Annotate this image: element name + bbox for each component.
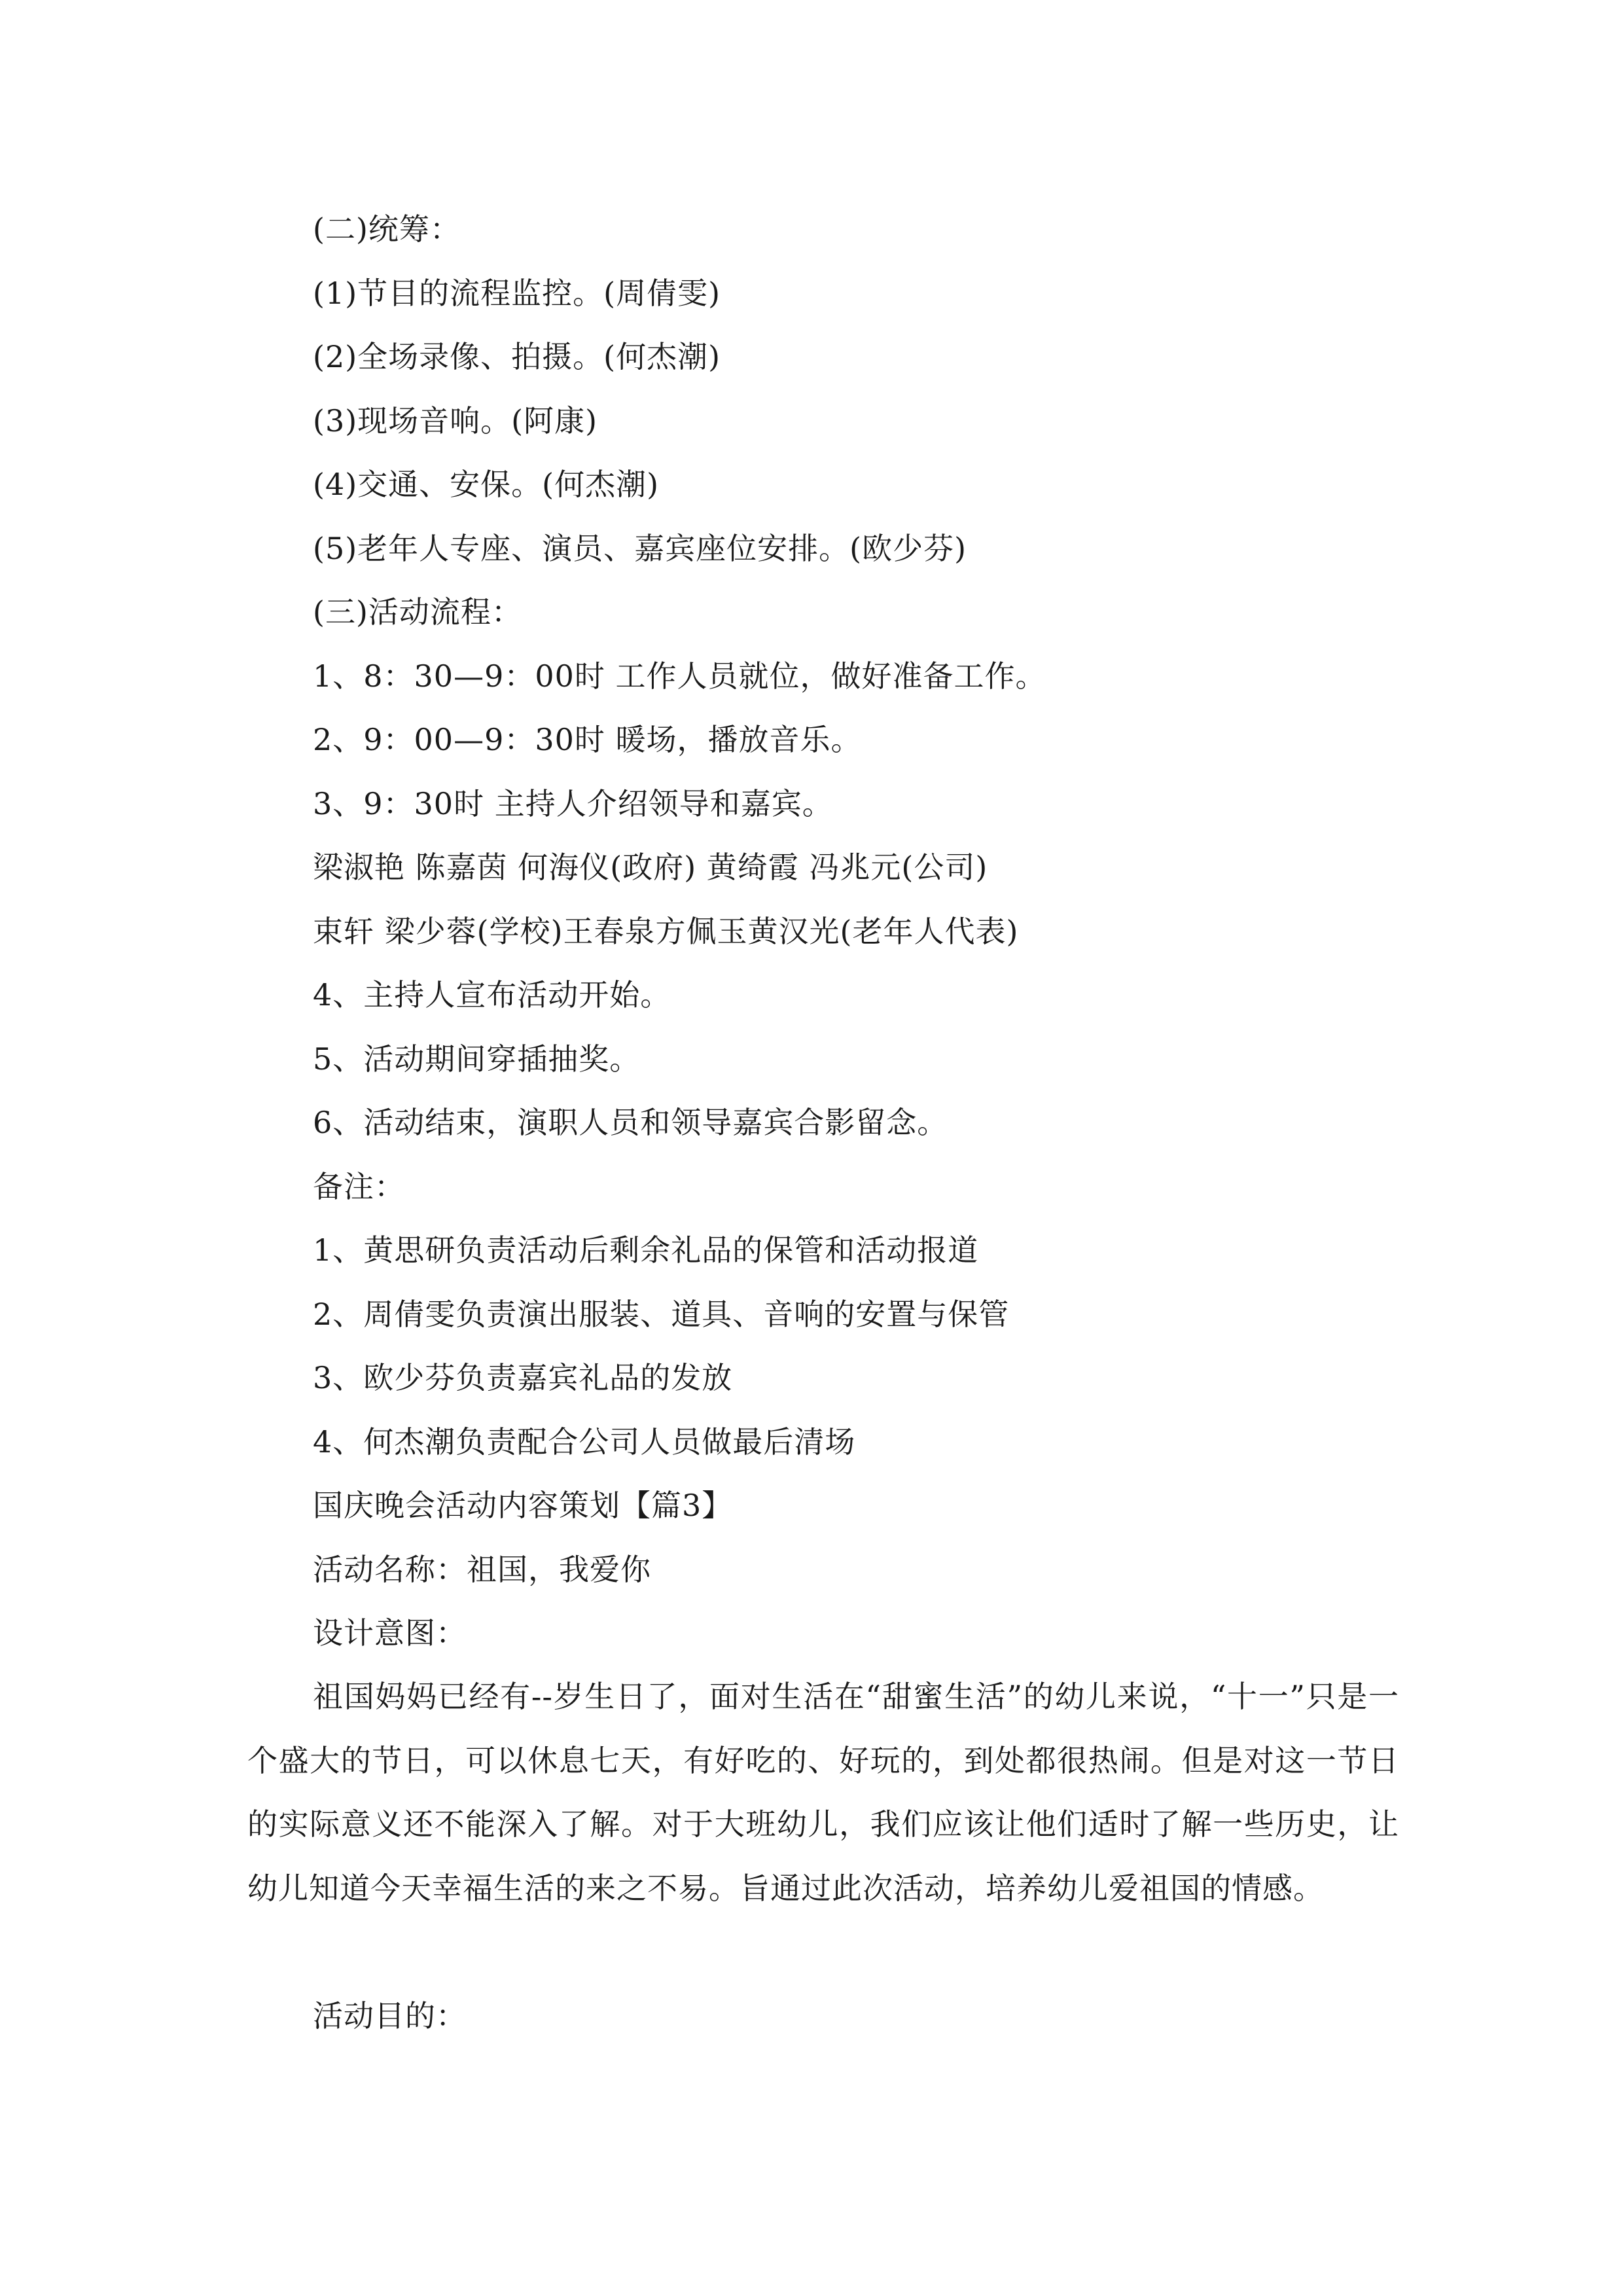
text-line: 4、主持人宣布活动开始。	[313, 977, 671, 1013]
section-heading: 国庆晚会活动内容策划【篇3】	[313, 1488, 733, 1523]
text-line: 束轩 梁少蓉(学校)王春泉方佩玉黄汉光(老年人代表)	[313, 914, 1019, 949]
text-line: (5)老年人专座、演员、嘉宾座位安排。(欧少芬)	[313, 531, 967, 566]
text-line: 6、活动结束，演职人员和领导嘉宾合影留念。	[313, 1105, 948, 1140]
text-line: 活动目的：	[313, 1998, 467, 2034]
text-line: 4、何杰潮负责配合公司人员做最后清场	[313, 1424, 856, 1460]
text-line: (2)全场录像、拍摄。(何杰潮)	[313, 339, 721, 374]
text-line: (1)节目的流程监控。(周倩雯)	[313, 276, 721, 311]
body-paragraph: 祖国妈妈已经有--岁生日了，面对生活在“甜蜜生活”的幼儿来说，“十一”只是一个盛大的节日，可以休息七天，有好吃的、好玩的，到处都很热闹。但是对这一节日的实际意义还不能深入了解。对于大班幼儿，我们应该让他们适时了解一些历史，让幼儿知道今天幸福生活的来之不易。旨通过此次活动，培养幼儿爱祖国的情感。	[247, 1679, 1399, 1906]
text-line: 3、9：30时 主持人介绍领导和嘉宾。	[313, 786, 833, 821]
text-line: (二)统筹：	[313, 211, 461, 247]
text-line: 2、9：00—9：30时 暖场，播放音乐。	[313, 722, 862, 757]
text-line: 设计意图：	[313, 1615, 467, 1651]
text-line: (4)交通、安保。(何杰潮)	[313, 467, 660, 502]
text-line: 2、周倩雯负责演出服装、道具、音响的安置与保管	[313, 1297, 1010, 1332]
text-line: 梁淑艳 陈嘉茵 何海仪(政府) 黄绮霞 冯兆元(公司)	[313, 850, 988, 885]
text-line: 备注：	[313, 1169, 405, 1204]
text-line: (三)活动流程：	[313, 594, 522, 630]
text-line: 1、黄思研负责活动后剩余礼品的保管和活动报道	[313, 1232, 979, 1268]
text-line: 1、8：30—9：00时 工作人员就位，做好准备工作。	[313, 658, 1046, 694]
text-line: 3、欧少芬负责嘉宾礼品的发放	[313, 1360, 733, 1395]
text-line: (3)现场音响。(阿康)	[313, 403, 598, 439]
text-line: 活动名称：祖国，我爱你	[313, 1552, 651, 1587]
text-line: 5、活动期间穿插抽奖。	[313, 1041, 641, 1077]
